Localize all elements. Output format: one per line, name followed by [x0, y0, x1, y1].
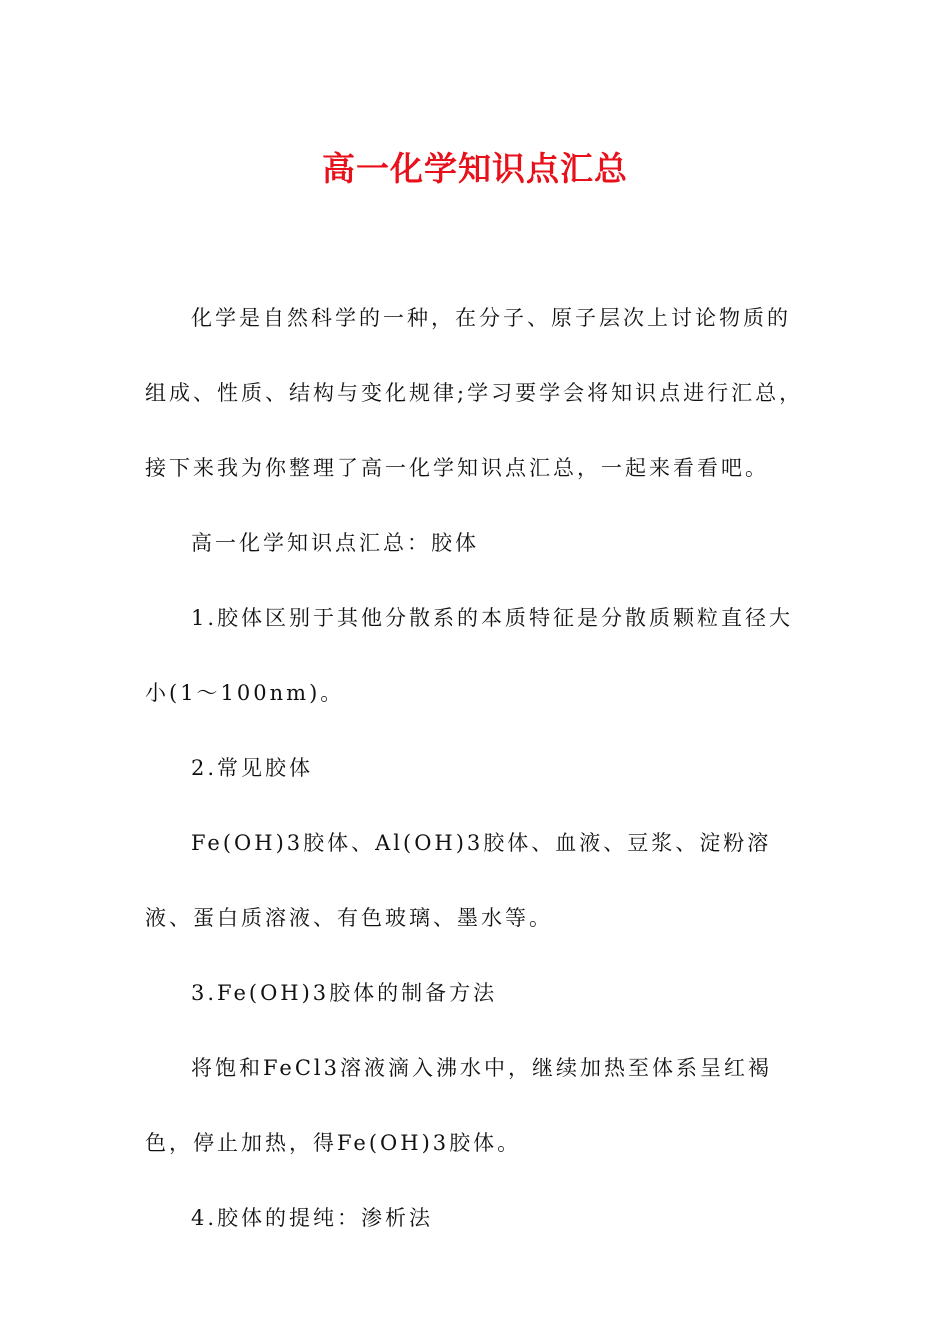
point-1-paragraph: 1.胶体区别于其他分散系的本质特征是分散质颗粒直径大小(1～100nm)。 — [145, 606, 794, 705]
point-3-heading: 3.Fe(OH)3胶体的制备方法 — [191, 981, 498, 1005]
section-heading-colloid: 高一化学知识点汇总：胶体 — [191, 531, 479, 555]
point-2-paragraph: Fe(OH)3胶体、Al(OH)3胶体、血液、豆浆、淀粉溶液、蛋白质溶液、有色玻璃、墨水等。 — [145, 831, 772, 930]
point-2-heading: 2.常见胶体 — [191, 756, 314, 780]
point-3-paragraph: 将饱和FeCl3溶液滴入沸水中，继续加热至体系呈红褐色，停止加热，得Fe(OH)3胶体。 — [145, 1056, 772, 1155]
document-body — [145, 281, 805, 1256]
intro-paragraph: 化学是自然科学的一种，在分子、原子层次上讨论物质的组成、性质、结构与变化规律;学习要学会将知识点进行汇总，接下来我为你整理了高一化学知识点汇总，一起来看看吧。 — [145, 306, 804, 480]
point-4-heading: 4.胶体的提纯：渗析法 — [191, 1206, 434, 1230]
document-title: 高一化学知识点汇总 — [322, 149, 628, 188]
